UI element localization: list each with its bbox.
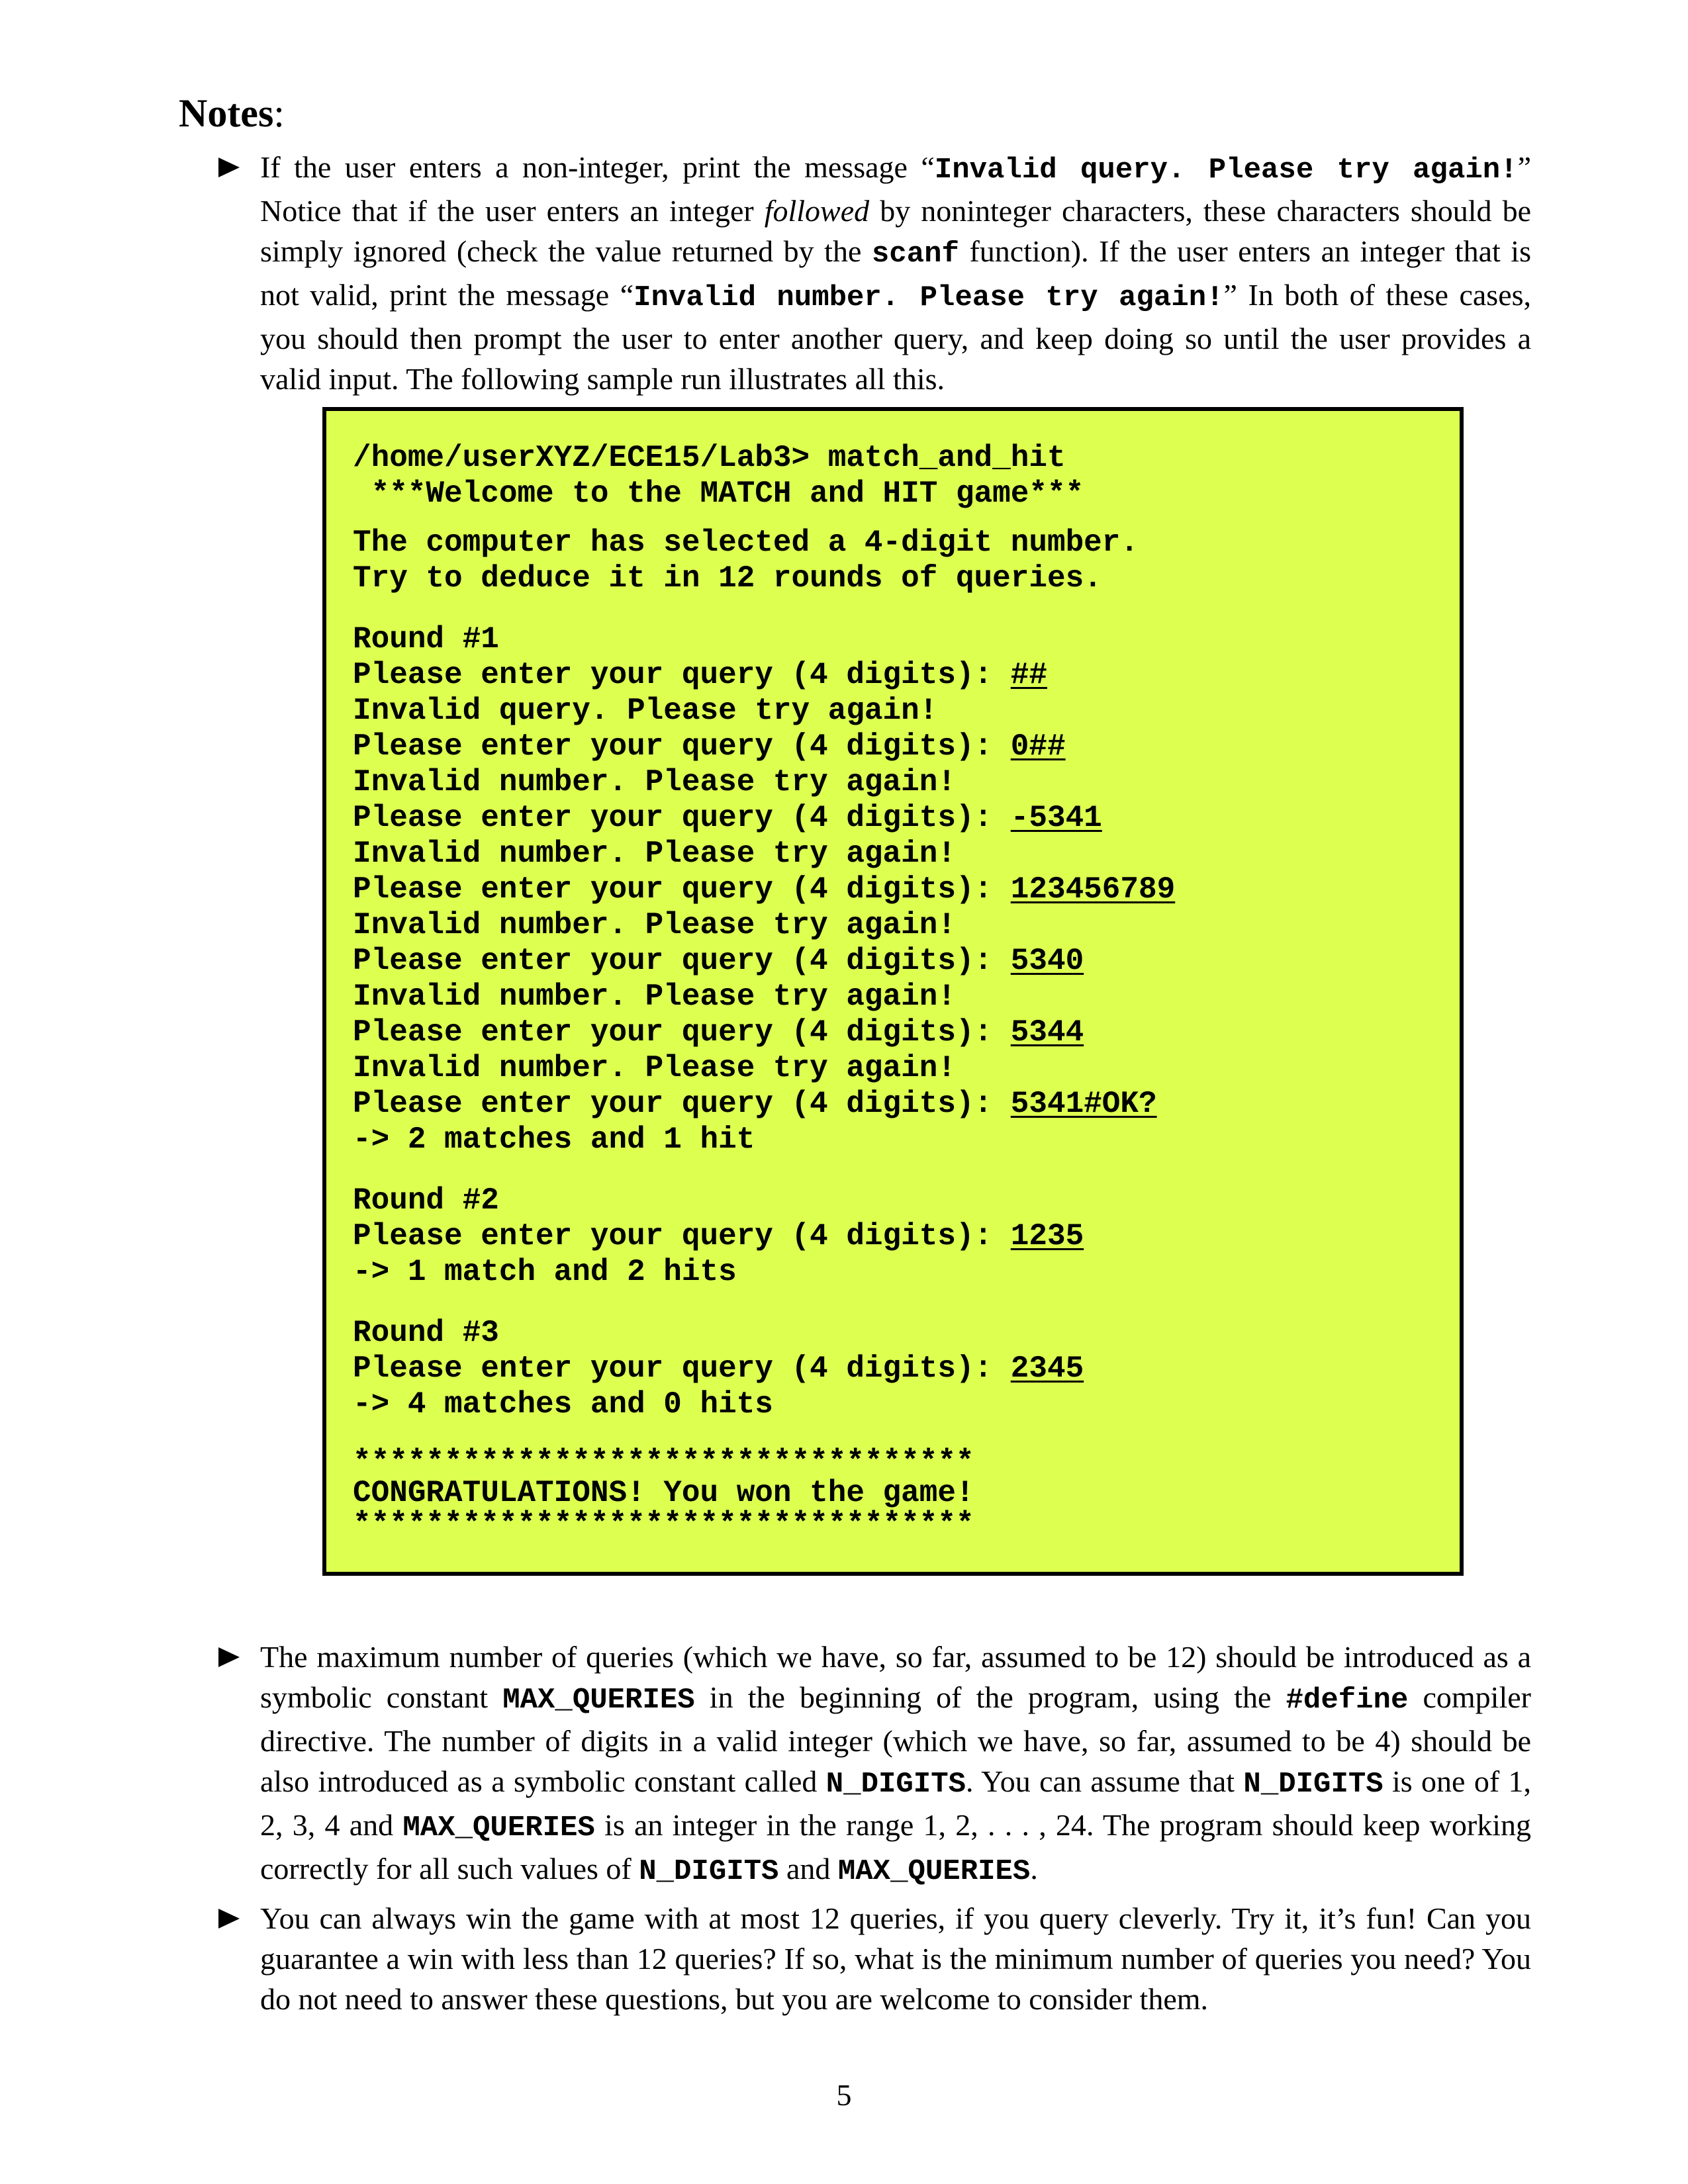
triangle-bullet-icon [218, 1899, 245, 1930]
query-line: Please enter your query (4 digits): -5341 [353, 801, 1102, 835]
user-input: 2345 [1010, 1351, 1084, 1386]
query-line: Please enter your query (4 digits): 5344 [353, 1015, 1084, 1050]
result-line: -> 2 matches and 1 hit [353, 1122, 755, 1157]
terminal-intro-2: Try to deduce it in 12 rounds of queries. [353, 561, 1102, 596]
round-3-label: Round #3 [353, 1316, 499, 1350]
result-line: -> 1 match and 2 hits [353, 1255, 737, 1289]
note-win-strategy: You can always win the game with at most 12 queries, if you query cleverly. Try it, it’s fun! Can you guarantee a win with less than 12 queries? If so, what is the minimum number of queries you need? You do not need to answer these questions, but you are welcome to consider them. [260, 1901, 1531, 2016]
user-input: -5341 [1010, 801, 1102, 835]
query-line: Please enter your query (4 digits): 2345 [353, 1351, 1084, 1386]
error-line: Invalid number. Please try again! [353, 837, 956, 871]
stars-line-top: ********************************** [353, 1445, 974, 1479]
sample-run-terminal [322, 407, 1464, 1576]
terminal-intro-1: The computer has selected a 4-digit number. [353, 525, 1139, 560]
terminal-welcome: ***Welcome to the MATCH and HIT game*** [353, 477, 1084, 511]
user-input: 0## [1010, 729, 1066, 764]
congrats-line: CONGRATULATIONS! You won the game! [353, 1476, 974, 1510]
note-invalid-input: If the user enters a non-integer, print the message “Invalid query. Please try again!” Notice that if the user enters an integer followed by noninteger characters, these characters should be simply ignored (check the value returned by the scanf function). If the user enters an integer that is not valid, print the message “Invalid number. Please try again!” In both of these cases, you should then prompt the user to enter another query, and keep doing so until the user provides a valid input. The following sample run illustrates all this. [260, 150, 1532, 396]
error-line: Invalid query. Please try again! [353, 694, 938, 728]
triangle-bullet-icon [218, 1638, 245, 1668]
user-input: ## [1010, 658, 1047, 692]
error-line: Invalid number. Please try again! [353, 979, 956, 1014]
query-line: Please enter your query (4 digits): 1235 [353, 1219, 1084, 1253]
query-line: Please enter your query (4 digits): 5340 [353, 944, 1084, 978]
user-input: 5341#OK? [1010, 1087, 1157, 1121]
page-number: 5 [836, 2078, 852, 2112]
user-input: 5344 [1010, 1015, 1084, 1050]
round-2-label: Round #2 [353, 1183, 499, 1218]
round-1-label: Round #1 [353, 622, 499, 657]
notes-heading: Notes: [179, 91, 285, 135]
stars-line-bottom: ********************************** [353, 1507, 974, 1541]
error-line: Invalid number. Please try again! [353, 908, 956, 942]
terminal-command: /home/userXYZ/ECE15/Lab3> match_and_hit [353, 441, 1066, 475]
query-line: Please enter your query (4 digits): 0## [353, 729, 1066, 764]
user-input: 5340 [1010, 944, 1084, 978]
query-line: Please enter your query (4 digits): 123456789 [353, 872, 1176, 907]
query-line: Please enter your query (4 digits): 5341#OK? [353, 1087, 1157, 1121]
result-line: -> 4 matches and 0 hits [353, 1387, 773, 1422]
user-input: 1235 [1010, 1219, 1084, 1253]
note-symbolic-constants: The maximum number of queries (which we have, so far, assumed to be 12) should be introduced as a symbolic constant MAX_QUERIES in the beginning of the program, using the #define compiler directive. The number of digits in a valid integer (which we have, so far, assumed to be 4) should be also introduced as a symbolic constant called N_DIGITS. You can assume that N_DIGITS is one of 1, 2, 3, 4 and MAX_QUERIES is an integer in the range 1, 2, . . . , 24. The program should keep working correctly for all such values of N_DIGITS and MAX_QUERIES. [260, 1640, 1531, 1888]
triangle-bullet-icon [218, 148, 245, 179]
query-line: Please enter your query (4 digits): ## [353, 658, 1047, 692]
user-input: 123456789 [1010, 872, 1176, 907]
error-line: Invalid number. Please try again! [353, 765, 956, 799]
error-line: Invalid number. Please try again! [353, 1051, 956, 1085]
